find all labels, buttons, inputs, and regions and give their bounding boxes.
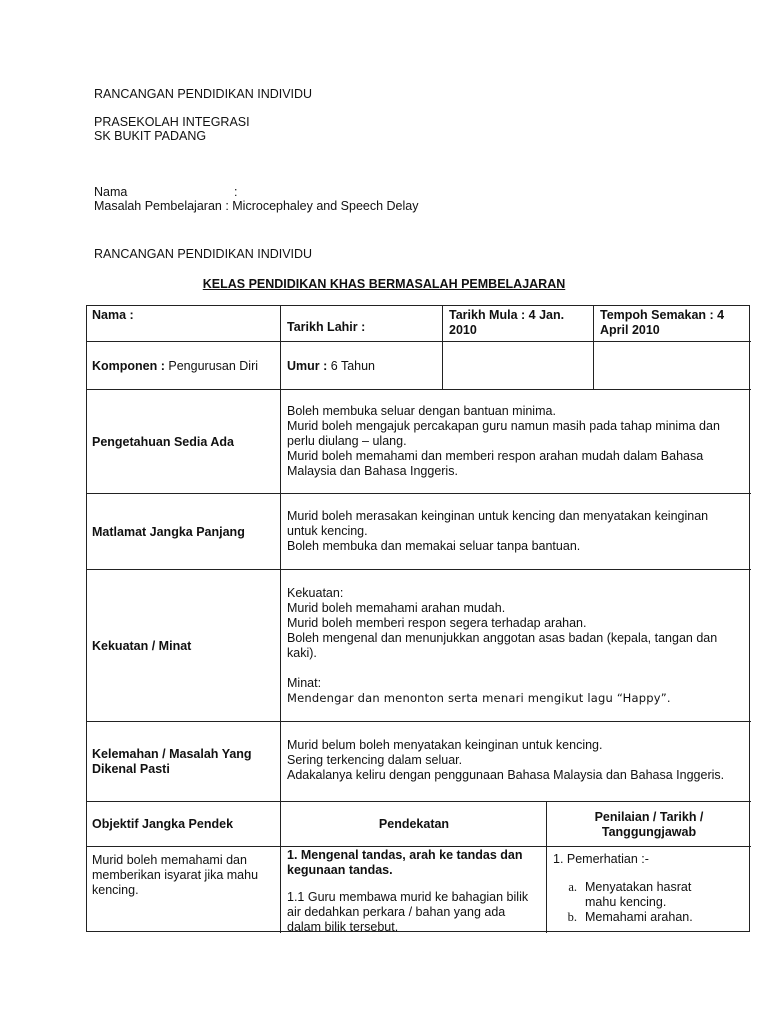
class-title: KELAS PENDIDIKAN KHAS BERMASALAH PEMBELAJARAN [202, 277, 566, 291]
penilaian-header-line-2: Tanggungjawab [601, 824, 697, 839]
kekuatan-content-cell [280, 569, 751, 722]
kelemahan-label-line-2: Dikenal Pasti [92, 762, 170, 776]
penilaian-a-line-1: Menyatakan hasrat [585, 880, 692, 894]
kelemahan-label-cell [86, 721, 281, 802]
document-title-2: RANCANGAN PENDIDIKAN INDIVIDU [94, 247, 313, 261]
objektif-header-cell [86, 801, 281, 847]
penilaian-b-line: Memahami arahan. [585, 910, 693, 924]
tarikh-mula-line-1: Tarikh Mula : 4 Jan. [449, 308, 565, 322]
kelemahan-label-line-1: Kelemahan / Masalah Yang [92, 747, 252, 761]
komponen-value: Pengurusan Diri [164, 358, 259, 373]
empty-cell-2 [593, 341, 751, 390]
objektif-line: Murid boleh memahami dan [92, 853, 247, 867]
spacer [553, 867, 745, 880]
umur-label: Umur : [287, 358, 328, 373]
pendekatan-content-cell [280, 846, 547, 933]
pendekatan-header-cell [280, 801, 547, 847]
kekuatan-line: Murid boleh memberi respon segera terhadap arahan. [287, 616, 587, 630]
pendekatan-header: Pendekatan [378, 817, 450, 831]
tempoh-semakan-line-1: Tempoh Semakan : 4 [600, 308, 725, 322]
nama-label: Nama [94, 185, 128, 199]
kekuatan-line: kaki). [287, 646, 317, 660]
rpi-table [86, 305, 750, 932]
penilaian-header-line-1: Penilaian / Tarikh / [594, 809, 704, 824]
kelemahan-line: Murid belum boleh menyatakan keinginan untuk kencing. [287, 738, 603, 752]
kelemahan-content-cell [280, 721, 751, 802]
pengetahuan-line: Murid boleh mengajuk percakapan guru namun masih pada tahap minima dan [287, 419, 720, 433]
tarikh-mula-cell [442, 305, 594, 342]
matlamat-content-cell [280, 493, 751, 570]
penilaian-marker-a: a. [568, 880, 577, 894]
school-line-2: SK BUKIT PADANG [94, 129, 207, 143]
matlamat-line: Boleh membuka dan memakai seluar tanpa bantuan. [287, 539, 581, 553]
pengetahuan-label-cell [86, 389, 281, 494]
objektif-header: Objektif Jangka Pendek [92, 817, 234, 831]
pengetahuan-line: perlu diulang – ulang. [287, 434, 407, 448]
kelemahan-line: Adakalanya keliru dengan penggunaan Bahasa Malaysia dan Bahasa Inggeris. [287, 768, 725, 782]
pengetahuan-line: Murid boleh memahami dan memberi respon arahan mudah dalam Bahasa [287, 449, 704, 463]
nama-cell [86, 305, 281, 342]
matlamat-label: Matlamat Jangka Panjang [92, 524, 245, 539]
kekuatan-label-cell [86, 569, 281, 722]
document-title: RANCANGAN PENDIDIKAN INDIVIDU [94, 87, 313, 101]
pendekatan-line: dalam bilik tersebut. [287, 920, 399, 934]
minat-text: Mendengar dan menonton serta menari mengikut lagu “Happy”. [287, 691, 671, 705]
nama-line [94, 185, 237, 200]
objektif-line: memberikan isyarat jika mahu [92, 868, 259, 882]
objektif-line: kencing. [92, 883, 139, 897]
spacer [287, 878, 541, 890]
kelemahan-line: Sering terkencing dalam seluar. [287, 753, 463, 767]
pengetahuan-content-cell [280, 389, 751, 494]
pengetahuan-line: Malaysia dan Bahasa Inggeris. [287, 464, 458, 478]
nama-field-label: Nama : [92, 308, 134, 322]
penilaian-content-cell [546, 846, 751, 933]
penilaian-marker-b: b. [567, 910, 577, 924]
nama-colon: : [234, 185, 238, 199]
umur-text [287, 359, 375, 374]
kekuatan-line: Kekuatan: [287, 586, 344, 600]
tempoh-semakan-cell [593, 305, 751, 342]
kekuatan-label: Kekuatan / Minat [92, 638, 192, 653]
penilaian-title: 1. Pemerhatian :- [553, 852, 649, 866]
pendekatan-bold-line-2: kegunaan tandas. [287, 863, 393, 877]
matlamat-line: Murid boleh merasakan keinginan untuk kencing dan menyatakan keinginan [287, 509, 709, 523]
masalah-line: Masalah Pembelajaran : Microcephaley and Speech Delay [94, 199, 419, 213]
pengetahuan-line: Boleh membuka seluar dengan bantuan minima. [287, 404, 556, 418]
penilaian-item-a [553, 880, 745, 895]
empty-cell-1 [442, 341, 594, 390]
tempoh-semakan-line-2: April 2010 [600, 323, 660, 337]
tarikh-mula-line-2: 2010 [449, 323, 477, 337]
komponen-cell [86, 341, 281, 390]
komponen-text [92, 359, 258, 374]
tarikh-lahir-cell [280, 305, 443, 342]
kekuatan-line: Boleh mengenal dan menunjukkan anggotan asas badan (kepala, tangan dan [287, 631, 718, 645]
penilaian-a-line-2: mahu kencing. [585, 895, 667, 909]
umur-value: 6 Tahun [327, 358, 376, 373]
matlamat-label-cell [86, 493, 281, 570]
komponen-label: Komponen : [92, 358, 165, 373]
objektif-content-cell [86, 846, 281, 933]
penilaian-header-cell [546, 801, 751, 847]
penilaian-header [595, 810, 704, 840]
pengetahuan-label: Pengetahuan Sedia Ada [92, 434, 234, 449]
umur-cell [280, 341, 443, 390]
pendekatan-line: 1.1 Guru membawa murid ke bahagian bilik [287, 890, 529, 904]
pendekatan-bold-line-1: 1. Mengenal tandas, arah ke tandas dan [287, 848, 523, 862]
kekuatan-line: Murid boleh memahami arahan mudah. [287, 601, 506, 615]
tarikh-lahir-label: Tarikh Lahir : [287, 319, 366, 334]
school-line-1: PRASEKOLAH INTEGRASI [94, 115, 250, 129]
matlamat-line: untuk kencing. [287, 524, 368, 538]
spacer [287, 661, 745, 676]
penilaian-item-b [553, 910, 745, 925]
pendekatan-line: air dedahkan perkara / bahan yang ada [287, 905, 506, 919]
kelemahan-label [92, 747, 252, 777]
minat-label: Minat: [287, 676, 322, 690]
